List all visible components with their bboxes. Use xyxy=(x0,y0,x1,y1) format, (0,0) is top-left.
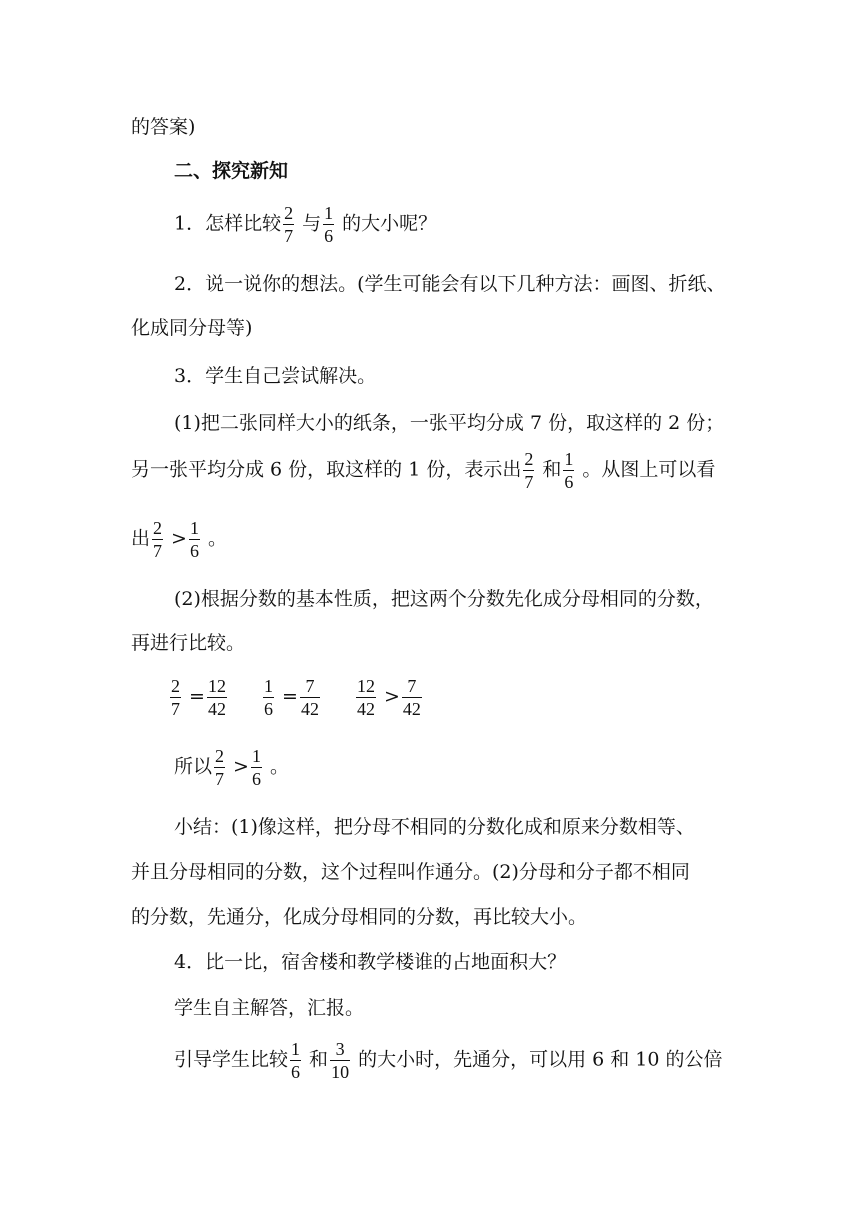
paragraph-tail xyxy=(131,118,195,137)
method-2-line-2: 再进行比较。 xyxy=(131,632,246,654)
summary-line-3: 的分数，先通分，化成分母相同的分数，再比较大小。 xyxy=(131,906,588,928)
text: 的答案) xyxy=(131,116,196,138)
question-2-line-1: 2．说一说你的想法。(学生可能会有以下几种方法：画图、折纸、 xyxy=(174,273,726,295)
question-4: 4．比一比，宿舍楼和教学楼谁的占地面积大？ xyxy=(174,951,567,973)
fraction: $\frac{1}{6}$ xyxy=(291,1039,301,1082)
fraction: $\frac{2}{7}$ xyxy=(153,518,163,561)
fraction: $\frac{7}{42}$ xyxy=(300,676,319,719)
fraction: $\frac{2}{7}$ xyxy=(215,746,225,789)
fraction: $\frac{2}{7}$ xyxy=(171,676,180,719)
method-1-line-2: 另一张平均分成 6 份，取这样的 1 份，表示出 $\frac{2}{7}$ 和 $\frac{1}{6}$ 。从图上可以看 xyxy=(131,449,716,492)
fraction: $\frac{1}{6}$ xyxy=(251,746,261,789)
fraction: $\frac{3}{10}$ xyxy=(331,1039,350,1082)
fraction: $\frac{7}{42}$ xyxy=(402,676,421,719)
report-line: 学生自主解答，汇报。 xyxy=(174,997,365,1019)
summary-line-1: 小结：(1)像这样，把分母不相同的分数化成和原来分数相等、 xyxy=(174,816,695,838)
method-1-line-1: (1)把二张同样大小的纸条，一张平均分成 7 份，取这样的 2 份； xyxy=(174,412,725,434)
method-2-line-1: (2)根据分数的基本性质，把这两个分数先化成分母相同的分数， xyxy=(174,588,714,610)
fraction: $\frac{1}{6}$ xyxy=(324,203,334,246)
summary-line-2: 并且分母相同的分数，这个过程叫作通分。(2)分母和分子都不相同 xyxy=(131,861,690,883)
fraction: $\frac{12}{42}$ xyxy=(207,676,226,719)
question-3: 3．学生自己尝试解决。 xyxy=(174,365,377,387)
guide-line: 引导学生比较 $\frac{1}{6}$ 和 $\frac{3}{10}$ 的大小时，先通分，可以用 6 和 10 的公倍 xyxy=(174,1039,723,1082)
fraction: $\frac{1}{6}$ xyxy=(263,676,273,719)
fraction: $\frac{1}{6}$ xyxy=(564,449,574,492)
fraction: $\frac{2}{7}$ xyxy=(524,449,534,492)
question-1: 1．怎样比较 $\frac{2}{7}$ 与 $\frac{1}{6}$ 的大小呢？ xyxy=(174,203,438,246)
equation-row: $\frac{2}{7}$ = $\frac{12}{42}$ $\frac{1}{6}$ = $\frac{7}{42}$ $\frac{12}{42}$ > $\frac{7}{42}$ xyxy=(171,676,421,719)
fraction: $\frac{1}{6}$ xyxy=(189,518,199,561)
conclusion-row: 所以 $\frac{2}{7}$ > $\frac{1}{6}$ 。 xyxy=(174,746,290,789)
fraction: $\frac{2}{7}$ xyxy=(284,203,294,246)
question-2-line-2: 化成同分母等) xyxy=(131,317,253,339)
method-1-line-3: 出 $\frac{2}{7}$ > $\frac{1}{6}$ 。 xyxy=(131,518,228,561)
fraction: $\frac{12}{42}$ xyxy=(356,676,375,719)
section-heading: 二、探究新知 xyxy=(174,160,289,182)
